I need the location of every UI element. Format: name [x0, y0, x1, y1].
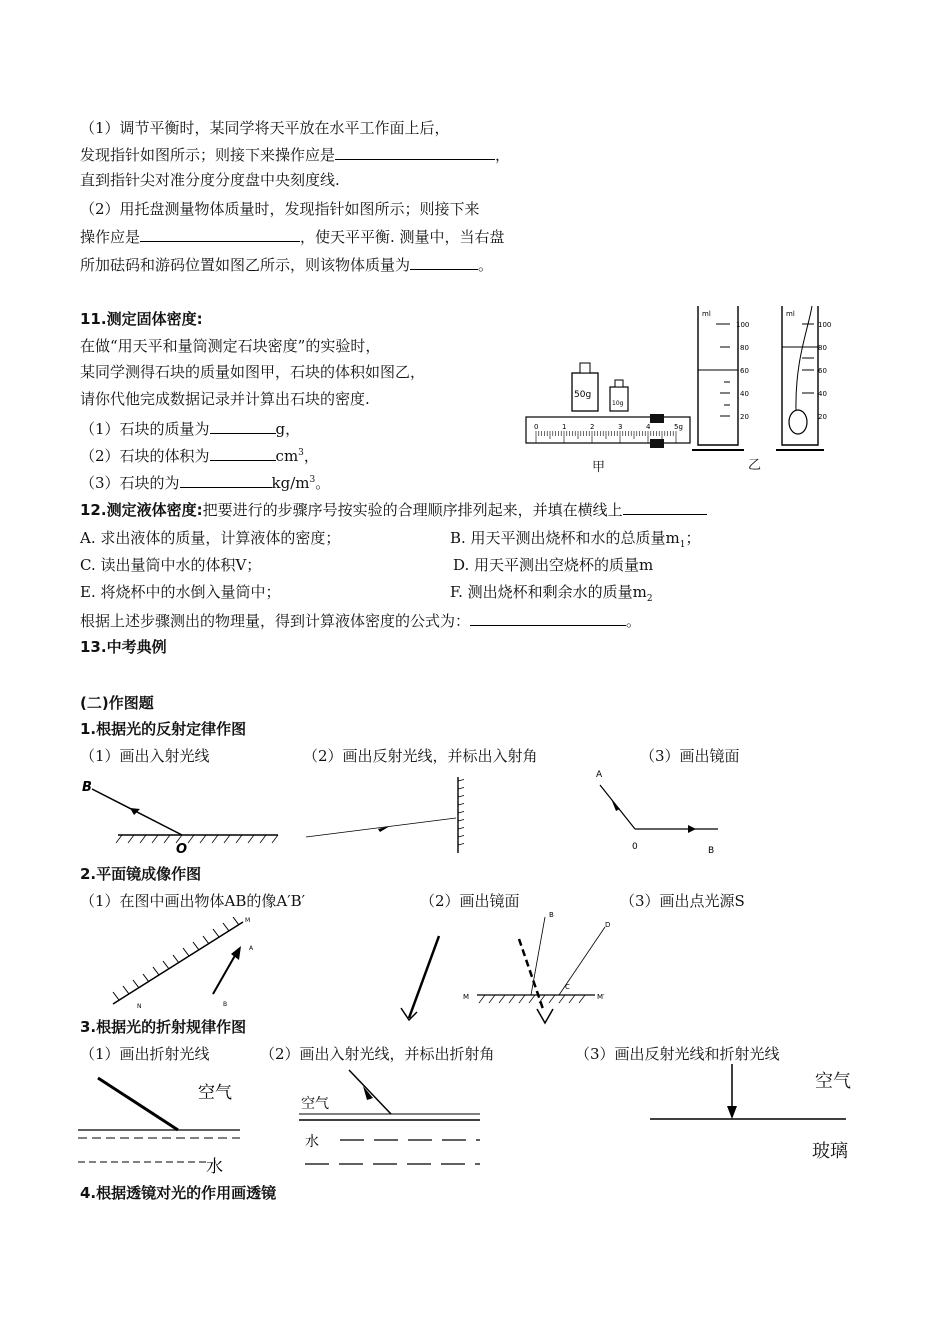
q11-item2-unit: cm	[275, 447, 299, 465]
q11-item3-end: 。	[315, 474, 331, 492]
cyl-right-tick-60: 60	[818, 367, 827, 375]
answer-blank[interactable]	[335, 144, 495, 160]
p1-title: 1.根据光的反射定律作图	[80, 720, 247, 738]
p3-item-1: （1）画出折射光线	[80, 1045, 210, 1063]
figure-jia-balance	[520, 355, 700, 475]
cyl-left-tick-60: 60	[740, 367, 749, 375]
p3-label-water2: 水	[305, 1134, 319, 1150]
p3-label-glass: 玻璃	[812, 1141, 848, 1162]
figure-yi-cylinders	[690, 300, 850, 470]
fig-yi-label: 乙	[748, 458, 762, 473]
balance-q1-text: 发现指针如图所示；则接下来操作应是	[80, 146, 336, 164]
q11-item1-unit: g，	[275, 420, 301, 438]
cyl-right-tick-40: 40	[818, 390, 827, 398]
p4-title: 4.根据透镜对光的作用画透镜	[80, 1184, 277, 1202]
q12-step-f	[450, 582, 653, 609]
balance-q2-end: 。	[478, 256, 494, 274]
q12-formula	[80, 610, 641, 631]
q12-title-line	[80, 499, 707, 520]
cyl-left-tick-20: 20	[740, 413, 749, 421]
cyl-right-tick-80: 80	[818, 344, 827, 352]
q11-item1	[80, 418, 300, 439]
p3-item-2: （2）画出入射光线，并标出折射角	[260, 1045, 495, 1063]
q12-step-b-end: ；	[685, 529, 701, 547]
q11-intro2: 某同学测得石块的质量如图甲，石块的体积如图乙，	[80, 363, 426, 381]
cylinder-left	[692, 306, 749, 450]
q12-step-b-sub: 1	[679, 540, 686, 550]
ruler-tick-1: 1	[562, 423, 567, 431]
p2-label-mp: M′	[597, 993, 605, 1001]
balance-q2-text-b: ，使天平平衡. 测量中，当右盘	[300, 228, 505, 246]
p3-label-air3: 空气	[815, 1071, 851, 1092]
q11-item3-unit: kg/m	[271, 474, 310, 492]
q12-step-b-text: B. 用天平测出烧杯和水的总质量m	[450, 529, 680, 547]
p3-item-3: （3）画出反射光线和折射光线	[575, 1045, 780, 1063]
stone	[789, 410, 807, 434]
q11-item2-sup: 3	[298, 448, 304, 458]
q12-formula-end: 。	[626, 612, 642, 630]
answer-blank[interactable]	[210, 445, 276, 461]
p3-label-air2: 空气	[301, 1096, 329, 1112]
q12-step-b	[450, 528, 701, 555]
q11-item2	[80, 443, 319, 466]
q12-step-f-text: F. 测出烧杯和剩余水的质量m	[450, 583, 647, 601]
p2-item-3: （3）画出点光源S	[620, 892, 745, 910]
q12-title: 12.测定液体密度:	[80, 501, 203, 519]
cylinder-left-ml: ml	[702, 310, 711, 318]
weight-10g-label: 10g	[612, 400, 624, 407]
p1-item-1: （1）画出入射光线	[80, 747, 210, 765]
q12-title-rest: 把要进行的步骤序号按实验的合理顺序排列起来，并填在横线上	[202, 501, 623, 519]
p1-item-2: （2）画出反射光线，并标出入射角	[303, 747, 538, 765]
q11-item3-sup: 3	[309, 475, 316, 485]
cyl-left-tick-80: 80	[740, 344, 749, 352]
ruler-tick-5: 5g	[674, 423, 683, 431]
q11-item1-text: （1）石块的质量为	[80, 420, 210, 438]
p2-fig2-ray	[395, 928, 455, 1028]
cylinder-right-ml: ml	[786, 310, 795, 318]
ruler-tick-4: 4	[646, 423, 651, 431]
p1-fig1-mirror	[78, 775, 278, 857]
p1-fig3-bent-ray	[590, 765, 740, 860]
q11-item3-text: （3）石块的为	[80, 474, 180, 492]
balance-q2-text-c: 所加砝码和游码位置如图乙所示，则该物体质量为	[80, 256, 411, 274]
balance-q1-line3: 直到指针尖对准分度分度盘中央刻度线.	[80, 171, 340, 189]
weight-50g	[572, 363, 598, 411]
p3-label-air1: 空气	[198, 1083, 232, 1103]
p1-label-0: 0	[632, 842, 638, 852]
balance-q2-line2	[80, 226, 505, 247]
cyl-left-tick-40: 40	[740, 390, 749, 398]
p2-fig1-mirror-object	[105, 912, 265, 1012]
answer-blank[interactable]	[180, 472, 272, 488]
p1-label-o: O	[176, 842, 188, 857]
p2-label-b: B	[223, 1001, 228, 1008]
q11-item3	[80, 470, 330, 493]
balance-q2-line3	[80, 254, 493, 275]
p1-label-a: A	[596, 770, 603, 780]
p2-label-a: A	[249, 945, 254, 952]
fig-jia-label: 甲	[592, 460, 606, 475]
ruler-tick-0: 0	[534, 423, 539, 431]
balance-q2-line1: （2）用托盘测量物体质量时，发现指针如图所示；则接下来	[80, 200, 480, 218]
p3-label-water1: 水	[206, 1157, 223, 1177]
q11-item2-end: ，	[303, 447, 319, 465]
answer-blank[interactable]	[410, 254, 478, 270]
cyl-left-tick-100: 100	[736, 321, 750, 329]
balance-q1-line2	[80, 144, 510, 165]
rider	[650, 414, 664, 423]
ruler-tick-3: 3	[618, 423, 623, 431]
p1-fig2-mirror	[300, 775, 500, 855]
ruler	[526, 414, 690, 448]
q11-title: 11.测定固体密度:	[80, 310, 203, 328]
ruler-tick-2: 2	[590, 423, 595, 431]
q12-step-f-sub: 2	[646, 594, 653, 604]
p2-label-n: N	[137, 1003, 142, 1010]
answer-blank[interactable]	[210, 418, 276, 434]
p1-item-3: （3）画出镜面	[640, 747, 740, 765]
p2-label-d: D	[605, 921, 611, 929]
drawing-section-title: (二)作图题	[80, 694, 154, 712]
answer-blank[interactable]	[623, 499, 707, 515]
q12-formula-text: 根据上述步骤测出的物理量，得到计算液体密度的公式为：	[80, 612, 471, 630]
p2-item-2: （2）画出镜面	[420, 892, 520, 910]
cyl-right-tick-20: 20	[818, 413, 827, 421]
q13-title: 13.中考典例	[80, 638, 167, 656]
p2-fig3-point-source	[455, 905, 635, 1030]
q11-intro1: 在做“用天平和量筒测定石块密度”的实验时，	[80, 337, 381, 355]
p2-label-m3: M	[463, 993, 470, 1001]
p2-title: 2.平面镜成像作图	[80, 865, 202, 883]
q11-item2-text: （2）石块的体积为	[80, 447, 210, 465]
p3-title: 3.根据光的折射规律作图	[80, 1018, 247, 1036]
p1-label-b2: B	[708, 846, 715, 856]
q12-step-e: E. 将烧杯中的水倒入量筒中；	[80, 583, 281, 601]
p2-item-1: （1）在图中画出物体AB的像A′B′	[80, 892, 306, 910]
weight-10g	[610, 380, 628, 411]
answer-blank[interactable]	[470, 610, 626, 626]
q12-step-c: C. 读出量筒中水的体积V；	[80, 556, 262, 574]
q12-step-a: A. 求出液体的质量，计算液体的密度；	[80, 529, 341, 547]
cylinder-right	[776, 306, 831, 450]
p1-label-b: B	[82, 780, 92, 795]
cyl-right-tick-100: 100	[818, 321, 832, 329]
balance-q2-text-a: 操作应是	[80, 228, 141, 246]
q11-intro3: 请你代他完成数据记录并计算出石块的密度.	[80, 390, 370, 408]
q12-step-d: D. 用天平测出空烧杯的质量m	[453, 556, 654, 574]
rider-bottom	[650, 439, 664, 448]
weight-50g-label: 50g	[574, 390, 592, 400]
answer-blank[interactable]	[140, 226, 300, 242]
balance-q1-line1: （1）调节平衡时，某同学将天平放在水平工作面上后，	[80, 119, 450, 137]
balance-q1-end: ，	[495, 146, 511, 164]
p3-fig2-refraction	[295, 1062, 490, 1177]
p2-label-m: M	[245, 917, 251, 924]
p2-label-b3: B	[549, 911, 554, 919]
p3-fig1-refraction	[78, 1072, 248, 1177]
p2-label-c: C	[565, 983, 570, 991]
